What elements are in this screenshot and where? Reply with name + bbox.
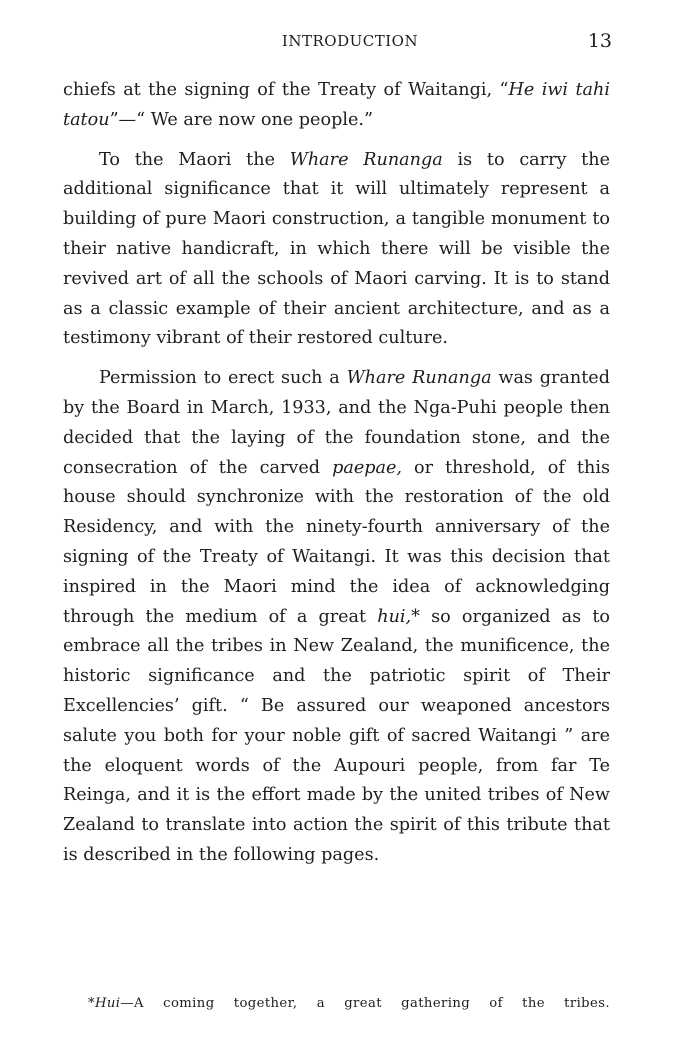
- p1-text-b: ”—“ We are now one people.”: [109, 109, 373, 130]
- footnote-text: —A coming together, a great gathering of the tribes.: [120, 996, 610, 1011]
- p2-text-a: To the Maori the: [99, 149, 290, 170]
- p3-paepae: paepae,: [332, 457, 402, 478]
- footnote: [88, 996, 610, 1011]
- running-header: [0, 30, 700, 54]
- paragraph-2: [63, 146, 610, 355]
- p3-whare-runanga: Whare Runanga: [346, 368, 492, 389]
- p2-whare-runanga: Whare Runanga: [289, 149, 443, 170]
- p1-text-a: chiefs at the signing of the Treaty of Waitangi, “: [63, 80, 509, 100]
- p2-text-b: is to carry the additional significance that it will ultimately represent a building of pure Maori construction, a tangible monument to their native handicraft, in which there will be visible the revived art of all the schools of Maori carving. It is to stand as a classic example of their ancient architecture, and as a testimony vibrant of their restored culture.: [63, 149, 610, 349]
- paragraph-3: [63, 364, 610, 871]
- p3-text-b: was granted by the Board in March, 1933, and the Nga-Puhi people then decided that the laying of the foundation stone, and the consecration of the carved: [63, 368, 610, 478]
- footnote-term: Hui: [95, 996, 121, 1011]
- p3-text-d: * so organized as to embrace all the tribes in New Zealand, the munificence, the historic significance and the patriotic spirit of Their Excellencies’ gift. “ Be assured our weaponed ancestors salute you both for your noble gift of sacred Waitangi ” are the eloquent words of the Aupouri people, from far Te Reinga, and it is the effort made by the united tribes of New Zealand to translate into action the spirit of this tribute that is described in the following pages.: [63, 606, 610, 865]
- page-number: 13: [587, 30, 612, 52]
- p3-text-a: Permission to erect such a: [99, 368, 347, 389]
- p3-hui: hui,: [377, 606, 412, 627]
- footnote-marker: *: [88, 996, 95, 1011]
- body-text: [63, 76, 610, 871]
- running-title: INTRODUCTION: [281, 32, 419, 50]
- paragraph-1: [63, 76, 610, 136]
- p3-text-c: or threshold, of this house should synchronize with the restoration of the old Residency, and with the ninety-fourth anniversary of the signing of the Treaty of Waitangi. It was this decision that inspired in the Maori mind the idea of acknowledging through the medium of a great: [63, 457, 610, 627]
- p1-maori-phrase: He iwi tahi tatou: [63, 80, 610, 130]
